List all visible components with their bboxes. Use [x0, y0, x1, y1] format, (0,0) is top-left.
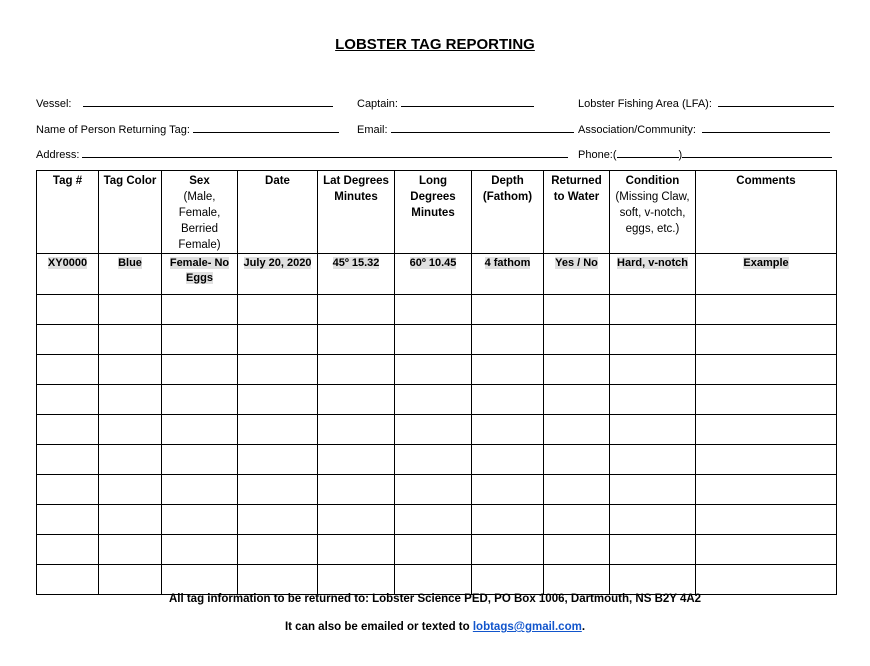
phone-label: Phone:(: [578, 149, 617, 161]
captain-line[interactable]: [401, 95, 534, 107]
entry-cell[interactable]: [162, 445, 238, 475]
entry-cell[interactable]: [318, 505, 395, 535]
entry-cell[interactable]: [238, 355, 318, 385]
phone-field[interactable]: [578, 146, 832, 162]
entry-cell[interactable]: [610, 475, 696, 505]
entry-cell[interactable]: [610, 325, 696, 355]
table-row: [37, 505, 837, 535]
name-returning-line[interactable]: [193, 121, 339, 133]
address-line[interactable]: [82, 146, 568, 158]
entry-cell[interactable]: [395, 385, 472, 415]
entry-cell[interactable]: [395, 445, 472, 475]
entry-cell[interactable]: [99, 295, 162, 325]
entry-cell[interactable]: [610, 415, 696, 445]
header-comments: Comments: [696, 171, 837, 254]
entry-cell[interactable]: [37, 445, 99, 475]
entry-cell[interactable]: [544, 355, 610, 385]
captain-label: Captain:: [357, 98, 398, 110]
entry-cell[interactable]: [318, 445, 395, 475]
table-row: [37, 385, 837, 415]
entry-cell[interactable]: [696, 415, 837, 445]
example-lat: 45º 15.32: [318, 254, 395, 295]
entry-cell[interactable]: [37, 385, 99, 415]
entry-cell[interactable]: [162, 385, 238, 415]
entry-cell[interactable]: [395, 475, 472, 505]
example-returned: Yes / No: [544, 254, 610, 295]
entry-cell[interactable]: [162, 295, 238, 325]
entry-cell[interactable]: [99, 325, 162, 355]
association-field[interactable]: [578, 121, 830, 137]
entry-cell[interactable]: [37, 535, 99, 565]
entry-cell[interactable]: [37, 475, 99, 505]
table-header-row: [37, 171, 837, 254]
return-address: All tag information to be returned to: Lobster Science PED, PO Box 1006, Dartmouth, NS B2Y 4A2: [168, 593, 702, 605]
entry-cell[interactable]: [610, 445, 696, 475]
entry-cell[interactable]: [162, 325, 238, 355]
address-label: Address:: [36, 149, 80, 161]
entry-cell[interactable]: [99, 565, 162, 595]
entry-cell[interactable]: [472, 565, 544, 595]
entry-cell[interactable]: [162, 505, 238, 535]
entry-cell[interactable]: [162, 415, 238, 445]
entry-cell[interactable]: [238, 565, 318, 595]
vessel-label: Vessel:: [36, 98, 72, 110]
entry-cell[interactable]: [162, 565, 238, 595]
table-row: [37, 295, 837, 325]
entry-cell[interactable]: [696, 445, 837, 475]
captain-field[interactable]: [357, 95, 534, 111]
entry-cell[interactable]: [696, 325, 837, 355]
entry-cell[interactable]: [99, 535, 162, 565]
lfa-line[interactable]: [718, 95, 834, 107]
entry-cell[interactable]: [37, 505, 99, 535]
example-comments: Example: [696, 254, 837, 295]
example-tag-number: XY0000: [37, 254, 99, 295]
entry-cell[interactable]: [99, 445, 162, 475]
entry-cell[interactable]: [544, 535, 610, 565]
entry-cell[interactable]: [610, 295, 696, 325]
tag-report-table: [36, 170, 837, 595]
entry-cell[interactable]: [318, 415, 395, 445]
email-label: Email:: [357, 124, 388, 136]
entry-cell[interactable]: [610, 565, 696, 595]
email-line[interactable]: [391, 121, 574, 133]
entry-cell[interactable]: [99, 355, 162, 385]
entry-cell[interactable]: [472, 295, 544, 325]
form-title: LOBSTER TAG REPORTING: [335, 36, 535, 53]
entry-cell[interactable]: [318, 325, 395, 355]
entry-cell[interactable]: [696, 535, 837, 565]
entry-cell[interactable]: [238, 535, 318, 565]
lfa-label: Lobster Fishing Area (LFA):: [578, 98, 712, 110]
email-instructions-suffix: .: [581, 621, 586, 633]
entry-cell[interactable]: [99, 385, 162, 415]
entry-cell[interactable]: [395, 505, 472, 535]
entry-cell[interactable]: [610, 505, 696, 535]
entry-cell[interactable]: [37, 325, 99, 355]
entry-cell[interactable]: [395, 325, 472, 355]
entry-cell[interactable]: [318, 295, 395, 325]
header-tag-number: Tag #: [37, 171, 99, 254]
entry-cell[interactable]: [318, 475, 395, 505]
table-row: [37, 355, 837, 385]
table-row: [37, 475, 837, 505]
header-long: Long Degrees Minutes: [395, 171, 472, 254]
entry-cell[interactable]: [162, 475, 238, 505]
entry-cell[interactable]: [544, 385, 610, 415]
entry-cell[interactable]: [544, 325, 610, 355]
example-condition: Hard, v-notch: [610, 254, 696, 295]
association-label: Association/Community:: [578, 124, 696, 136]
header-tag-color: Tag Color: [99, 171, 162, 254]
email-instructions: [0, 621, 870, 633]
table-row: [37, 325, 837, 355]
entry-cell[interactable]: [610, 355, 696, 385]
entry-cell[interactable]: [238, 325, 318, 355]
address-field[interactable]: [36, 146, 568, 162]
entry-cell[interactable]: [238, 445, 318, 475]
entry-cell[interactable]: [37, 295, 99, 325]
email-instructions-prefix: It can also be emailed or texted to: [284, 621, 473, 633]
entry-cell[interactable]: [99, 475, 162, 505]
entry-cell[interactable]: [472, 505, 544, 535]
entry-cell[interactable]: [238, 475, 318, 505]
header-date: Date: [238, 171, 318, 254]
vessel-field[interactable]: [36, 95, 333, 111]
table-row: [37, 565, 837, 595]
entry-cell[interactable]: [610, 535, 696, 565]
entry-cell[interactable]: [162, 355, 238, 385]
example-sex: Female- No Eggs: [162, 254, 238, 295]
entry-cell[interactable]: [395, 355, 472, 385]
entry-cell[interactable]: [318, 535, 395, 565]
entry-cell[interactable]: [99, 505, 162, 535]
entry-cell[interactable]: [238, 385, 318, 415]
entry-cell[interactable]: [472, 325, 544, 355]
email-link[interactable]: lobtags@gmail.com: [472, 621, 582, 633]
entry-cell[interactable]: [472, 415, 544, 445]
entry-cell[interactable]: [318, 385, 395, 415]
entry-cell[interactable]: [610, 385, 696, 415]
phone-number-line[interactable]: [682, 146, 832, 158]
entry-cell[interactable]: [472, 445, 544, 475]
entry-cell[interactable]: [238, 415, 318, 445]
entry-cell[interactable]: [238, 295, 318, 325]
entry-cell[interactable]: [238, 505, 318, 535]
entry-cell[interactable]: [544, 445, 610, 475]
phone-area-code-line[interactable]: [617, 146, 679, 158]
entry-cell[interactable]: [472, 535, 544, 565]
table-row: [37, 415, 837, 445]
entry-cell[interactable]: [544, 505, 610, 535]
entry-cell[interactable]: [318, 355, 395, 385]
example-depth: 4 fathom: [472, 254, 544, 295]
entry-cell[interactable]: [696, 565, 837, 595]
example-long: 60º 10.45: [395, 254, 472, 295]
entry-cell[interactable]: [696, 385, 837, 415]
entry-cell[interactable]: [37, 415, 99, 445]
entry-cell[interactable]: [544, 565, 610, 595]
entry-cell[interactable]: [472, 385, 544, 415]
entry-cell[interactable]: [472, 475, 544, 505]
header-depth: Depth (Fathom): [472, 171, 544, 254]
header-condition: Condition (Missing Claw, soft, v-notch, eggs, etc.): [610, 171, 696, 254]
header-returned: Returned to Water: [544, 171, 610, 254]
entry-cell[interactable]: [696, 505, 837, 535]
entry-cell[interactable]: [395, 415, 472, 445]
entry-cell[interactable]: [395, 565, 472, 595]
association-line[interactable]: [702, 121, 830, 133]
email-field[interactable]: [357, 121, 574, 137]
table-row: [37, 535, 837, 565]
entry-cell[interactable]: [544, 295, 610, 325]
example-row: [37, 254, 837, 295]
entry-cell[interactable]: [395, 535, 472, 565]
entry-cell[interactable]: [696, 475, 837, 505]
entry-cell[interactable]: [37, 565, 99, 595]
example-date: July 20, 2020: [238, 254, 318, 295]
entry-cell[interactable]: [696, 355, 837, 385]
entry-cell[interactable]: [395, 295, 472, 325]
table-row: [37, 445, 837, 475]
vessel-line[interactable]: [83, 95, 333, 107]
phone-close-paren: ): [678, 149, 683, 161]
entry-cell[interactable]: [162, 535, 238, 565]
name-returning-label: Name of Person Returning Tag:: [36, 124, 190, 136]
name-returning-field[interactable]: [36, 121, 339, 137]
entry-cell[interactable]: [472, 355, 544, 385]
entry-cell[interactable]: [99, 415, 162, 445]
header-sex: Sex (Male, Female, Berried Female): [162, 171, 238, 254]
entry-cell[interactable]: [544, 475, 610, 505]
lfa-field[interactable]: [578, 95, 834, 111]
entry-cell[interactable]: [696, 295, 837, 325]
entry-cell[interactable]: [544, 415, 610, 445]
example-tag-color: Blue: [99, 254, 162, 295]
header-lat: Lat Degrees Minutes: [318, 171, 395, 254]
entry-cell[interactable]: [37, 355, 99, 385]
entry-cell[interactable]: [318, 565, 395, 595]
